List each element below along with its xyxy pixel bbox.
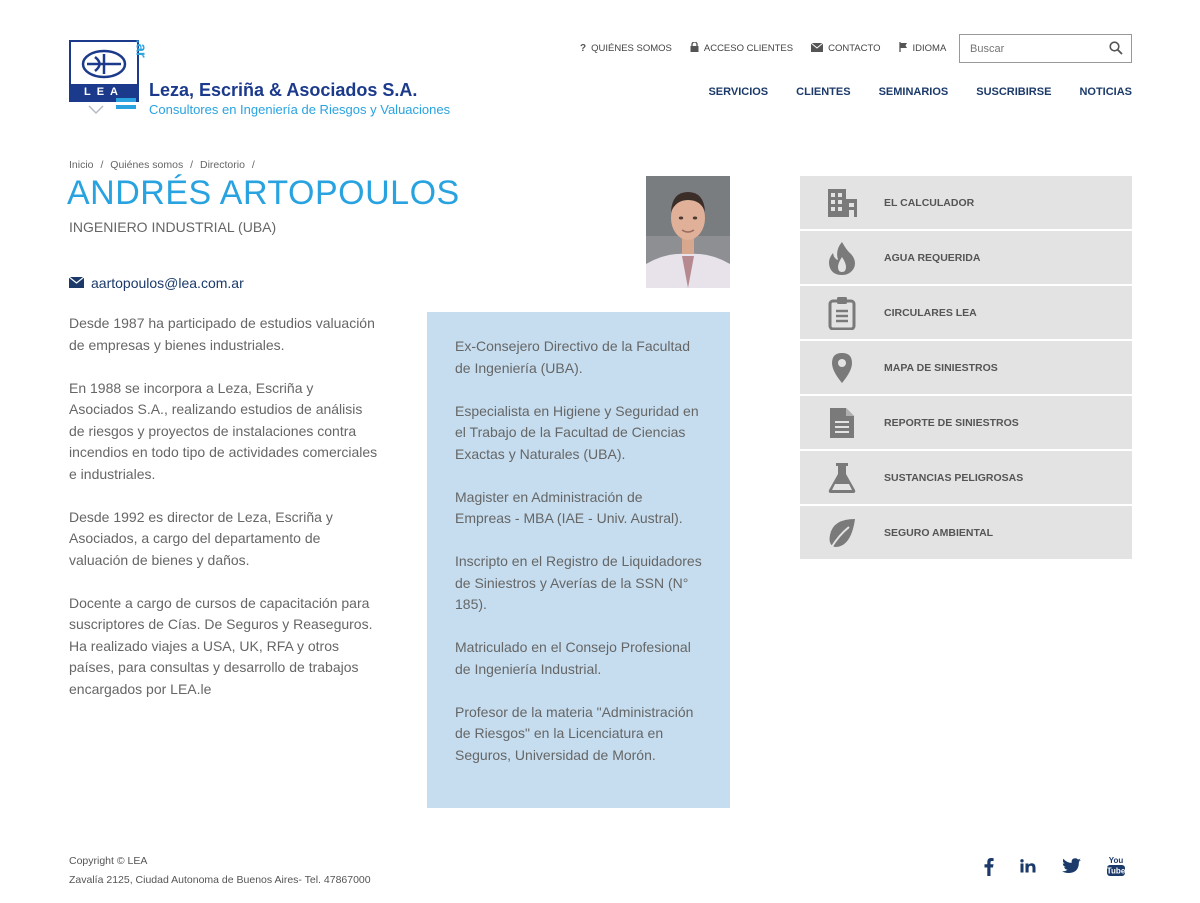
document-icon <box>800 407 884 439</box>
nav-suscribirse[interactable]: SUSCRIBIRSE <box>976 86 1052 98</box>
breadcrumb-inicio[interactable]: Inicio <box>69 159 94 171</box>
footer-info <box>69 852 371 890</box>
logo-stripes <box>116 98 136 112</box>
breadcrumb-separator: / <box>100 159 104 171</box>
top-nav-acceso-clientes[interactable]: ACCESO CLIENTES <box>690 42 793 55</box>
sidebar-item-sustancias-peligrosas[interactable]: SUSTANCIAS PELIGROSAS <box>800 451 1132 504</box>
credential-item: Ex-Consejero Directivo de la Facultad de Ingeniería (UBA). <box>455 338 690 376</box>
breadcrumb-separator: / <box>190 159 194 171</box>
breadcrumb <box>69 159 259 171</box>
profile-title: INGENIERO INDUSTRIAL (UBA) <box>69 219 277 235</box>
main-nav <box>680 86 1132 98</box>
profile-photo <box>646 176 730 288</box>
search-icon[interactable] <box>1109 41 1123 60</box>
breadcrumb-separator: / <box>251 159 255 171</box>
breadcrumb-quienes-somos[interactable]: Quiénes somos <box>110 159 184 171</box>
address: Zavalía 2125, Ciudad Autonoma de Buenos Aires- Tel. 47867000 <box>69 874 371 886</box>
credential-item: Especialista en Higiene y Seguridad en el Trabajo de la Facultad de Ciencias Exactas y Naturales (UBA). <box>455 402 699 462</box>
credentials-box <box>427 312 730 808</box>
company-tagline: Consultores en Ingeniería de Riesgos y Valuaciones <box>149 102 451 117</box>
sidebar-item-reporte-de-siniestros[interactable]: REPORTE DE SINIESTROS <box>800 396 1132 449</box>
top-nav-quienes-somos[interactable]: ? QUIÉNES SOMOS <box>580 43 672 54</box>
logo-text: LEA <box>71 84 137 100</box>
page-title: ANDRÉS ARTOPOULOS <box>67 174 460 212</box>
sidebar-item-agua-requerida[interactable]: AGUA REQUERIDA <box>800 231 1132 284</box>
bio-paragraph: Docente a cargo de cursos de capacitación para suscriptores de Cías. De Seguros y Reaseguros. Ha realizado viajes a USA, UK, RFA y otros países, para consultas y desarrollo de trabajos encargados por LEA.le <box>69 594 373 697</box>
search-input[interactable] <box>970 43 1110 55</box>
twitter-icon[interactable] <box>1062 858 1081 879</box>
envelope-icon <box>811 43 823 55</box>
top-nav <box>580 42 964 55</box>
social-links <box>984 855 1125 882</box>
company-name: Leza, Escriña & Asociados S.A. <box>149 80 418 100</box>
top-nav-contacto[interactable]: CONTACTO <box>811 42 880 55</box>
clipboard-icon <box>800 296 884 330</box>
bio-paragraph: Desde 1987 ha participado de estudios valuación de empresas y bienes industriales. <box>69 315 375 353</box>
lock-icon <box>690 42 699 55</box>
svg-text:Tube: Tube <box>1107 866 1125 876</box>
flask-icon <box>800 462 884 494</box>
chevron-down-icon <box>88 102 104 118</box>
linkedin-icon[interactable] <box>1020 859 1036 878</box>
top-nav-idioma[interactable]: IDIOMA <box>899 42 947 55</box>
sidebar-item-mapa-de-siniestros[interactable]: MAPA DE SINIESTROS <box>800 341 1132 394</box>
search-box <box>959 34 1132 63</box>
email-text: aartopoulos@lea.com.ar <box>91 275 244 291</box>
sidebar-item-seguro-ambiental[interactable]: SEGURO AMBIENTAL <box>800 506 1132 559</box>
credential-item: Inscripto en el Registro de Liquidadores de Siniestros y Averías de la SSN (N° 185). <box>455 553 702 612</box>
youtube-icon[interactable] <box>1107 855 1125 882</box>
leaf-icon <box>800 517 884 549</box>
nav-servicios[interactable]: SERVICIOS <box>708 86 769 98</box>
bio-paragraph: En 1988 se incorpora a Leza, Escriña y Asociados S.A., realizando estudios de análisis de riesgos y proyectos de instalaciones contra incendios en todo tipo de actividades comerciales e industriales. <box>69 379 378 482</box>
map-pin-icon <box>800 352 884 384</box>
building-icon <box>800 187 884 219</box>
credential-item: Profesor de la materia "Administración de Riesgos" en la Licenciatura en Seguros, Universidad de Morón. <box>455 703 694 763</box>
sidebar-item-circulares-lea[interactable]: CIRCULARES LEA <box>800 286 1132 339</box>
copyright: Copyright © LEA <box>69 855 148 867</box>
svg-text:You: You <box>1108 856 1124 865</box>
breadcrumb-directorio[interactable]: Directorio <box>200 159 245 171</box>
sidebar-item-el-calculador[interactable]: EL CALCULADOR <box>800 176 1132 229</box>
question-icon: ? <box>580 43 587 54</box>
credential-item: Matriculado en el Consejo Profesional de Ingeniería Industrial. <box>455 639 691 677</box>
logo-tld: .ar <box>132 39 150 58</box>
bio-paragraph: Desde 1992 es director de Leza, Escriña y Asociados, a cargo del departamento de valuación de bienes y daños. <box>69 508 333 568</box>
facebook-icon[interactable] <box>984 857 994 881</box>
logo-emblem-icon <box>73 44 135 84</box>
flame-icon <box>800 241 884 275</box>
logo-mark <box>69 40 139 102</box>
biography <box>69 313 379 722</box>
envelope-icon <box>69 275 84 291</box>
nav-clientes[interactable]: CLIENTES <box>796 86 851 98</box>
email-link[interactable] <box>69 275 244 291</box>
nav-seminarios[interactable]: SEMINARIOS <box>878 86 949 98</box>
sidebar <box>800 176 1132 561</box>
credential-item: Magister en Administración de Empreas - MBA (IAE - Univ. Austral). <box>455 488 683 526</box>
flag-icon <box>899 42 908 55</box>
nav-noticias[interactable]: NOTICIAS <box>1079 86 1132 98</box>
